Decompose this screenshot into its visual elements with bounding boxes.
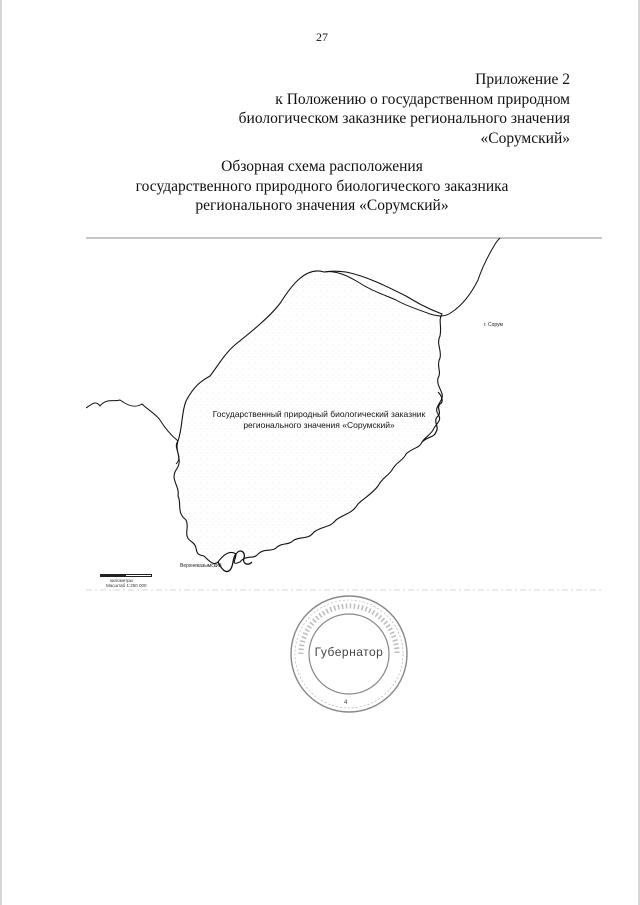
appendix-line: Приложение 2 <box>475 71 570 88</box>
reserve-label-line: Государственный природный биологический заказник <box>212 409 426 419</box>
boundary-west <box>86 400 178 441</box>
place-label-bottom: Верхнеказымский <box>180 563 222 569</box>
seal-center-text: Губернатор <box>314 645 384 659</box>
scale-label: километры <box>110 578 133 583</box>
title-line: Обзорная схема расположения <box>221 158 423 175</box>
official-seal <box>287 592 411 716</box>
appendix-line: «Сорумский» <box>480 129 570 147</box>
page-number: 27 <box>316 30 328 44</box>
seal-number: 4 <box>344 700 348 706</box>
title-line: государственного природного биологического заказника <box>135 177 509 195</box>
appendix-line: биологическом заказнике регионального значения <box>238 110 570 127</box>
place-label-sorum: г. Сорум <box>484 322 503 328</box>
appendix-line: к Положению о государственном природном <box>275 90 570 108</box>
reserve-label-line: регионального значения «Сорумский» <box>243 420 395 430</box>
overview-map <box>86 236 602 596</box>
map-scale-bar <box>96 570 152 588</box>
scale-ratio: Масштаб 1:250 000 <box>106 583 147 588</box>
reserve-label <box>194 409 444 431</box>
title-line: регионального значения «Сорумский» <box>195 197 449 214</box>
scale-line <box>100 574 152 577</box>
document-title <box>2 157 640 216</box>
appendix-header <box>150 70 570 148</box>
